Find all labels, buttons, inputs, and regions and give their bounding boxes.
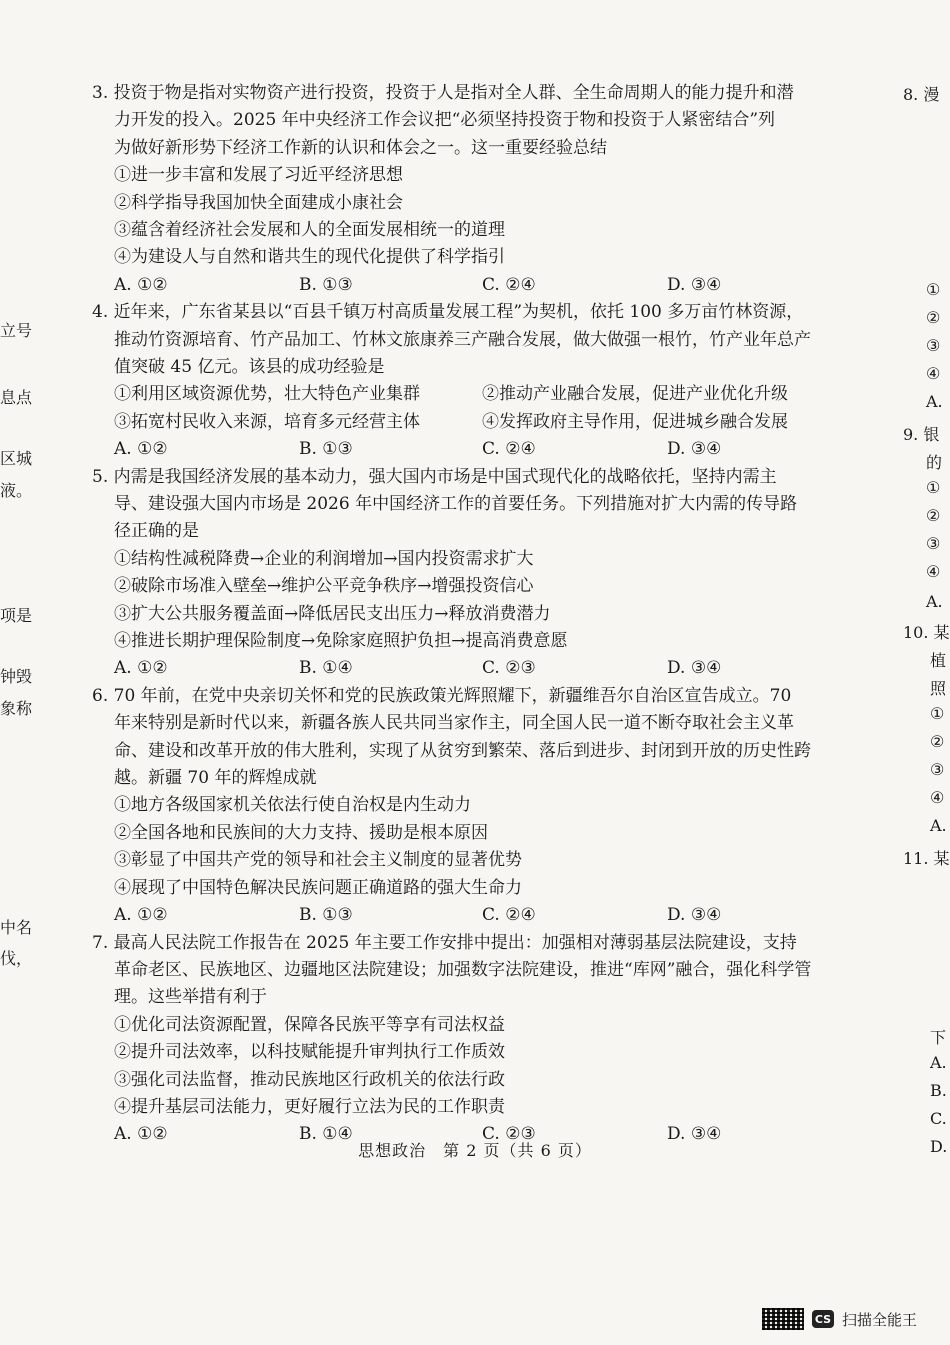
right-fragment: 的	[926, 453, 943, 472]
answer-c: C. ②④	[482, 274, 536, 295]
answer-b: B. ①③	[299, 274, 353, 295]
answer-a: A. ①②	[114, 439, 168, 460]
right-fragment: ①	[930, 704, 945, 723]
option: ②全国各地和民族间的大力支持、援助是根本原因	[114, 822, 488, 843]
right-fragment: A.	[926, 392, 943, 411]
left-fragment: 象称	[0, 699, 33, 718]
left-fragment: 区城	[0, 449, 33, 468]
right-fragment: ③	[930, 760, 945, 779]
option: ①结构性减税降费→企业的利润增加→国内投资需求扩大	[114, 548, 534, 569]
answer-d: D. ③④	[667, 274, 722, 295]
right-fragment: D.	[930, 1137, 948, 1156]
left-fragment: 息点	[0, 388, 33, 407]
question-7	[92, 930, 852, 1149]
right-fragment: ④	[930, 788, 945, 807]
option: ④展现了中国特色解决民族问题正确道路的强大生命力	[114, 877, 522, 898]
left-fragment: 钟毁	[0, 667, 33, 686]
right-fragment: 9. 银	[903, 425, 940, 444]
right-fragment: A.	[926, 592, 943, 611]
answer-b: B. ①④	[299, 1124, 353, 1145]
option: ①优化司法资源配置，保障各民族平等享有司法权益	[114, 1014, 505, 1035]
answer-choices	[92, 272, 852, 299]
answer-b: B. ①④	[299, 658, 353, 679]
answer-c: C. ②④	[482, 439, 536, 460]
option: ③彰显了中国共产党的领导和社会主义制度的显著优势	[114, 850, 522, 871]
answer-b: B. ①③	[299, 439, 353, 460]
stem-line: 为做好新形势下经济工作新的认识和体会之一。这一重要经验总结	[114, 137, 607, 158]
stem-line: 革命老区、民族地区、边疆地区法院建设；加强数字法院建设，推进“库网”融合，强化科学管	[114, 959, 812, 980]
scanner-watermark	[762, 1308, 917, 1330]
stem-line: 值突破 45 亿元。该县的成功经验是	[114, 357, 385, 378]
option: ③拓宽村民收入来源，培育多元经营主体	[114, 411, 420, 432]
right-fragment: 10. 某	[903, 623, 950, 642]
right-fragment: C.	[930, 1109, 947, 1128]
answer-c: C. ②③	[482, 1124, 536, 1145]
option: ④发挥政府主导作用，促进城乡融合发展	[482, 411, 788, 432]
stem-line: 年来特别是新时代以来，新疆各族人民共同当家作主，同全国人民一道不断夺取社会主义革	[114, 713, 794, 734]
question-3	[92, 80, 852, 299]
option: ②破除市场准入壁垒→维护公平竞争秩序→增强投资信心	[114, 576, 534, 597]
right-fragment: B.	[930, 1081, 947, 1100]
question-6	[92, 683, 852, 930]
right-fragment: ①	[926, 478, 941, 497]
right-fragment: 植	[930, 651, 947, 670]
answer-choices	[92, 902, 852, 929]
option: ②推动产业融合发展，促进产业优化升级	[482, 384, 788, 405]
answer-c: C. ②③	[482, 658, 536, 679]
question-4	[92, 299, 852, 463]
answer-a: A. ①②	[114, 274, 168, 295]
option-row	[92, 409, 852, 436]
stem-line: 力开发的投入。2025 年中央经济工作会议把“必须坚持投资于物和投资于人紧密结合”列	[114, 110, 776, 131]
qr-code-icon	[762, 1308, 804, 1330]
question-column	[92, 80, 852, 1149]
right-fragment: 8. 漫	[903, 85, 940, 104]
right-fragment: ③	[926, 336, 941, 355]
stem-line: 5. 内需是我国经济发展的基本动力，强大国内市场是中国式现代化的战略依托，坚持内需主	[92, 466, 777, 487]
right-fragment: 11. 某	[903, 849, 950, 868]
scanner-app-name: 扫描全能王	[842, 1310, 918, 1329]
left-fragment: 项是	[0, 606, 33, 625]
page-footer: 思想政治 第 2 页（共 6 页）	[358, 1141, 592, 1160]
answer-d: D. ③④	[667, 658, 722, 679]
question-5	[92, 464, 852, 683]
stem-line: 命、建设和改革开放的伟大胜利，实现了从贫穷到繁荣、落后到进步、封闭到开放的历史性跨	[114, 740, 811, 761]
left-fragment: 伐，	[0, 949, 33, 968]
stem-line: 4. 近年来，广东省某县以“百县千镇万村高质量发展工程”为契机，依托 100 多万亩竹林资源，	[92, 302, 804, 323]
cs-logo-icon: CS	[812, 1310, 834, 1328]
option: ②提升司法效率，以科技赋能提升审判执行工作质效	[114, 1042, 505, 1063]
right-fragment: A.	[930, 1053, 947, 1072]
right-fragment: ④	[926, 562, 941, 581]
option: ③蕴含着经济社会发展和人的全面发展相统一的道理	[114, 220, 505, 241]
right-fragment: ②	[926, 308, 941, 327]
answer-d: D. ③④	[667, 439, 722, 460]
answer-a: A. ①②	[114, 1124, 168, 1145]
right-fragment: 照	[930, 679, 947, 698]
stem-line: 6. 70 年前，在党中央亲切关怀和党的民族政策光辉照耀下，新疆维吾尔自治区宣告成立。70	[92, 685, 792, 706]
right-fragment: 下	[930, 1028, 947, 1047]
answer-a: A. ①②	[114, 905, 168, 926]
right-fragment: ①	[926, 280, 941, 299]
answer-d: D. ③④	[667, 1124, 722, 1145]
stem-line: 推动竹资源培育、竹产品加工、竹林文旅康养三产融合发展，做大做强一根竹，竹产业年总产	[114, 329, 811, 350]
option: ①利用区域资源优势，壮大特色产业集群	[114, 384, 420, 405]
left-fragment: 中名	[0, 918, 33, 937]
left-fragment: 液。	[0, 481, 33, 500]
right-fragment: ②	[930, 732, 945, 751]
option-row	[92, 381, 852, 408]
answer-choices	[92, 436, 852, 463]
left-fragment: 立号	[0, 321, 33, 340]
answer-d: D. ③④	[667, 905, 722, 926]
stem-line: 导、建设强大国内市场是 2026 年中国经济工作的首要任务。下列措施对扩大内需的传导路	[114, 494, 798, 515]
option: ③扩大公共服务覆盖面→降低居民支出压力→释放消费潜力	[114, 603, 551, 624]
stem-line: 7. 最高人民法院工作报告在 2025 年主要工作安排中提出：加强相对薄弱基层法院建设，支持	[92, 932, 797, 953]
stem-line: 越。新疆 70 年的辉煌成就	[114, 768, 317, 789]
option: ①地方各级国家机关依法行使自治权是内生动力	[114, 795, 471, 816]
option: ④推进长期护理保险制度→免除家庭照护负担→提高消费意愿	[114, 631, 568, 652]
right-fragment: A.	[930, 816, 947, 835]
right-fragment: ④	[926, 364, 941, 383]
answer-a: A. ①②	[114, 658, 168, 679]
answer-choices	[92, 655, 852, 682]
option: ②科学指导我国加快全面建成小康社会	[114, 192, 403, 213]
option: ③强化司法监督，推动民族地区行政机关的依法行政	[114, 1069, 505, 1090]
stem-line: 3. 投资于物是指对实物资产进行投资，投资于人是指对全人群、全生命周期人的能力提升和潜	[92, 83, 794, 103]
option: ④为建设人与自然和谐共生的现代化提供了科学指引	[114, 247, 505, 268]
option: ①进一步丰富和发展了习近平经济思想	[114, 165, 403, 186]
right-fragment: ③	[926, 534, 941, 553]
stem-line: 理。这些举措有利于	[114, 987, 267, 1008]
option: ④提升基层司法能力，更好履行立法为民的工作职责	[114, 1096, 505, 1117]
answer-b: B. ①③	[299, 905, 353, 926]
stem-line: 径正确的是	[114, 521, 199, 542]
answer-c: C. ②④	[482, 905, 536, 926]
right-fragment: ②	[926, 506, 941, 525]
